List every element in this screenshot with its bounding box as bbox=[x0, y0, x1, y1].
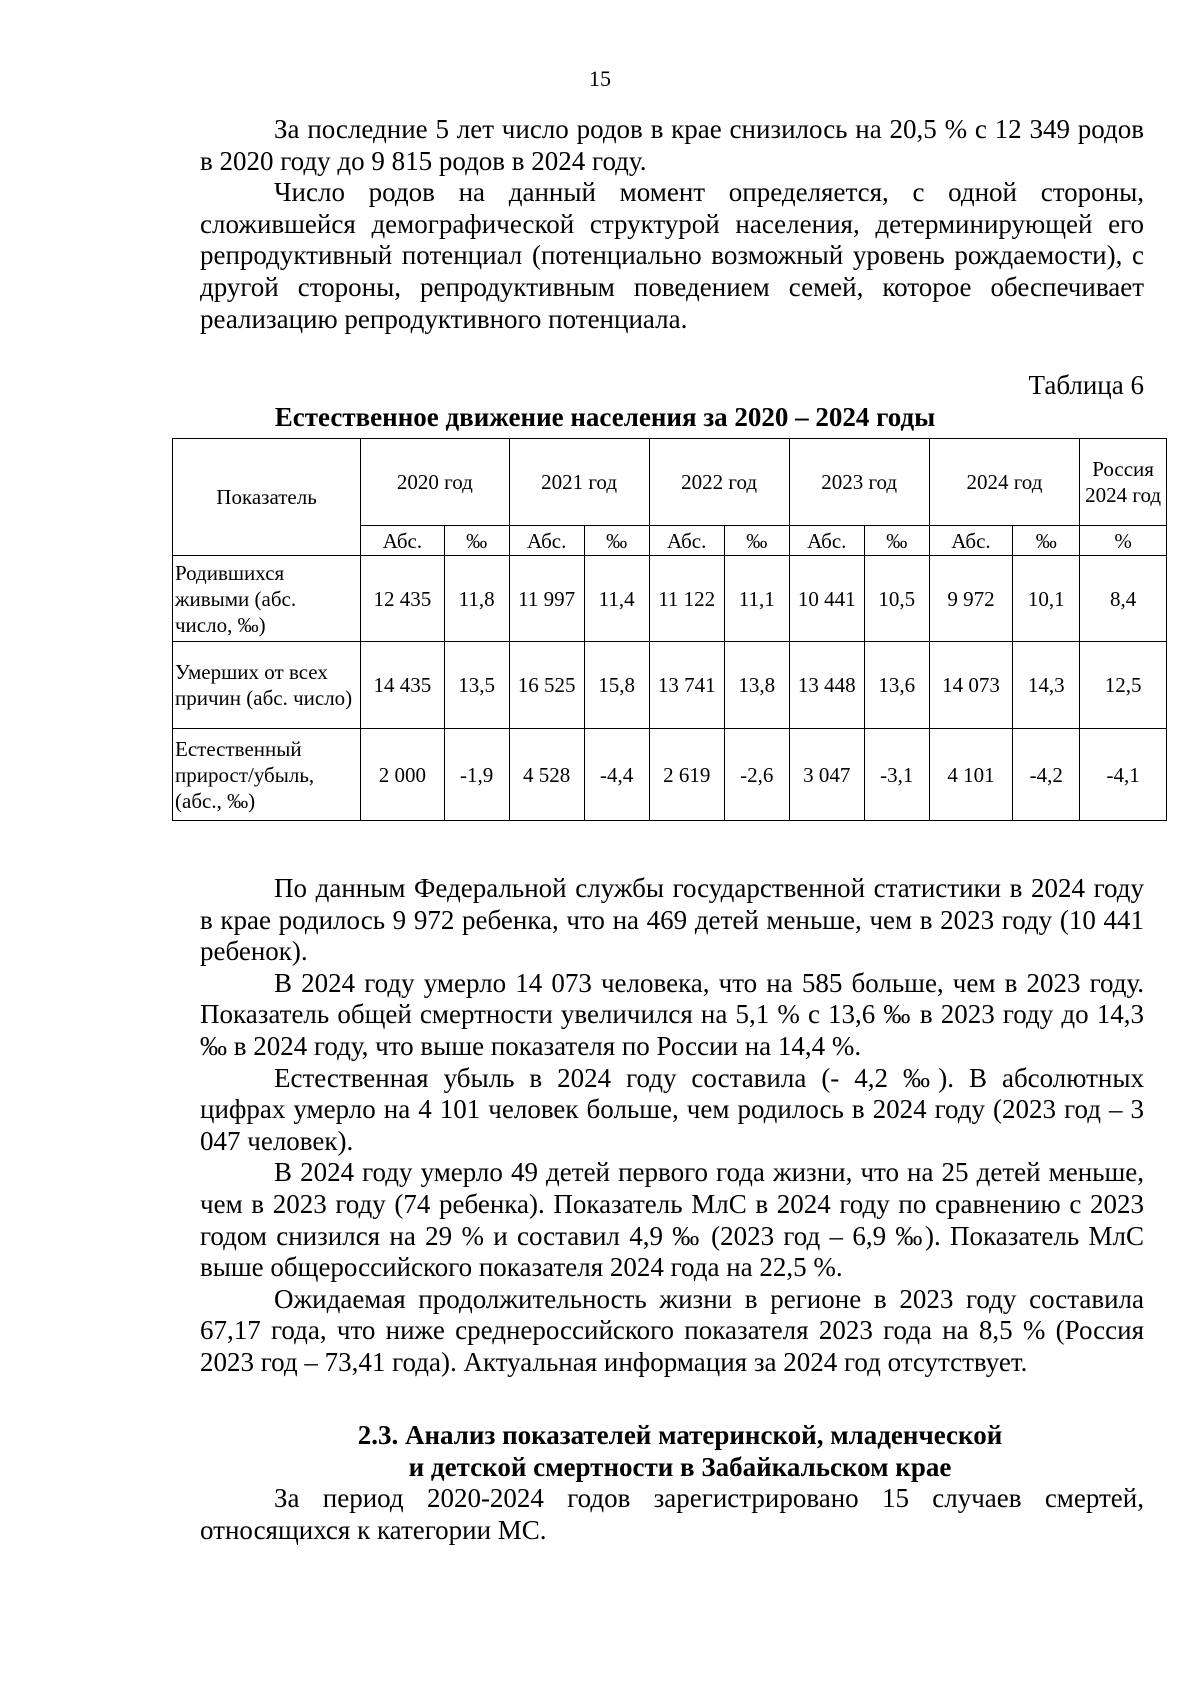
table-cell: 14 435 bbox=[361, 642, 445, 729]
table-row bbox=[173, 556, 1167, 642]
table-cell: 13,8 bbox=[724, 642, 789, 729]
header-year: 2024 год bbox=[929, 439, 1080, 526]
table-cell: 4 528 bbox=[509, 729, 584, 821]
header-permille: ‰ bbox=[864, 526, 929, 556]
header-percent: % bbox=[1080, 526, 1167, 556]
intro-text bbox=[200, 114, 1144, 335]
table-cell: 16 525 bbox=[509, 642, 584, 729]
table-cell: 11,1 bbox=[724, 556, 789, 642]
paragraph: Естественная убыль в 2024 году составила (- 4,2 ‰). В абсолютных цифрах умерло на 4 101 человек больше, чем родилось в 2024 году (2023 год – 3 047 человек). bbox=[200, 1062, 1144, 1156]
table-cell: 10,5 bbox=[864, 556, 929, 642]
table-cell: 11 122 bbox=[649, 556, 724, 642]
table-cell: 11,4 bbox=[584, 556, 649, 642]
table-caption: Таблица 6 bbox=[1028, 370, 1144, 400]
header-russia: Россия 2024 год bbox=[1080, 439, 1167, 526]
table-cell: 15,8 bbox=[584, 642, 649, 729]
table-cell: 12 435 bbox=[361, 556, 445, 642]
table-cell: 10 441 bbox=[789, 556, 864, 642]
table-cell: -4,4 bbox=[584, 729, 649, 821]
row-label: Естественный прирост/убыль, (абс., ‰) bbox=[173, 729, 361, 821]
table-cell: 8,4 bbox=[1080, 556, 1167, 642]
header-year: 2021 год bbox=[509, 439, 649, 526]
body-text bbox=[200, 873, 1144, 1379]
header-permille: ‰ bbox=[444, 526, 509, 556]
table-cell: 3 047 bbox=[789, 729, 864, 821]
table-cell: 9 972 bbox=[929, 556, 1013, 642]
table-cell: 13,5 bbox=[444, 642, 509, 729]
header-permille: ‰ bbox=[724, 526, 789, 556]
table-row bbox=[173, 729, 1167, 821]
table-cell: 14,3 bbox=[1013, 642, 1080, 729]
header-abs: Абс. bbox=[649, 526, 724, 556]
header-year: 2020 год bbox=[361, 439, 509, 526]
table-row bbox=[173, 642, 1167, 729]
table-cell: 13,6 bbox=[864, 642, 929, 729]
header-year: 2022 год bbox=[649, 439, 789, 526]
header-abs: Абс. bbox=[929, 526, 1013, 556]
population-table bbox=[172, 438, 1167, 821]
header-abs: Абс. bbox=[361, 526, 445, 556]
table-cell: 13 448 bbox=[789, 642, 864, 729]
section-text bbox=[200, 1483, 1144, 1546]
row-label: Родившихся живыми (абс. число, ‰) bbox=[173, 556, 361, 642]
header-abs: Абс. bbox=[789, 526, 864, 556]
section-heading bbox=[280, 1420, 1080, 1483]
section-heading-line: и детской смертности в Забайкальском крае bbox=[408, 1451, 952, 1482]
table-cell: 4 101 bbox=[929, 729, 1013, 821]
paragraph: Число родов на данный момент определяется, с одной стороны, сложившейся демографической структурой населения, детерминирующей его репродуктивный потенциал (потенциально возможный уровень рождаемости), с другой стороны, репродуктивным поведением семей, которое обеспечивает реализацию репродуктивного потенциала. bbox=[200, 177, 1144, 334]
table-cell: -1,9 bbox=[444, 729, 509, 821]
table-cell: 12,5 bbox=[1080, 642, 1167, 729]
paragraph: В 2024 году умерло 49 детей первого года жизни, что на 25 детей меньше, чем в 2023 году (74 ребенка). Показатель МлС в 2024 году по сравнению с 2023 годом снизился на 29 % и составил 4,9 ‰ (2023 год – 6,9 ‰). Показатель МлС выше общероссийского показателя 2024 года на 22,5 %. bbox=[200, 1157, 1144, 1283]
table-cell: -4,1 bbox=[1080, 729, 1167, 821]
header-abs: Абс. bbox=[509, 526, 584, 556]
table-cell: 14 073 bbox=[929, 642, 1013, 729]
paragraph: За последние 5 лет число родов в крае снизилось на 20,5 % с 12 349 родов в 2020 году до 9 815 родов в 2024 году. bbox=[200, 114, 1144, 176]
table-cell: -2,6 bbox=[724, 729, 789, 821]
table-cell: -3,1 bbox=[864, 729, 929, 821]
row-label: Умерших от всех причин (абс. число) bbox=[173, 642, 361, 729]
page-number: 15 bbox=[589, 66, 611, 91]
table-cell: 13 741 bbox=[649, 642, 724, 729]
section-heading-line: 2.3. Анализ показателей материнской, младенческой bbox=[357, 1420, 1003, 1450]
paragraph: За период 2020-2024 годов зарегистрировано 15 случаев смертей, относящихся к категории МС. bbox=[200, 1483, 1144, 1545]
header-permille: ‰ bbox=[584, 526, 649, 556]
paragraph: По данным Федеральной службы государственной статистики в 2024 году в крае родилось 9 972 ребенка, что на 469 детей меньше, чем в 2023 году (10 441 ребенок). bbox=[200, 873, 1144, 967]
table-cell: 2 619 bbox=[649, 729, 724, 821]
table-header-row bbox=[173, 439, 1167, 526]
header-year: 2023 год bbox=[789, 439, 929, 526]
table-cell: -4,2 bbox=[1013, 729, 1080, 821]
paragraph: Ожидаемая продолжительность жизни в регионе в 2023 году составила 67,17 года, что ниже среднероссийского показателя 2023 года на 8,5 % (Россия 2023 год – 73,41 года). Актуальная информация за 2024 год отсутствует. bbox=[200, 1283, 1144, 1377]
header-permille: ‰ bbox=[1013, 526, 1080, 556]
table-cell: 11,8 bbox=[444, 556, 509, 642]
table-cell: 10,1 bbox=[1013, 556, 1080, 642]
table-cell: 11 997 bbox=[509, 556, 584, 642]
table-cell: 2 000 bbox=[361, 729, 445, 821]
header-indicator: Показатель bbox=[173, 439, 361, 556]
table-title: Естественное движение населения за 2020 – 2024 годы bbox=[274, 402, 936, 432]
paragraph: В 2024 году умерло 14 073 человека, что на 585 больше, чем в 2023 году. Показатель общей смертности увеличился на 5,1 % с 13,6 ‰ в 2023 году до 14,3 ‰ в 2024 году, что выше показателя по России на 14,4 %. bbox=[200, 967, 1144, 1061]
